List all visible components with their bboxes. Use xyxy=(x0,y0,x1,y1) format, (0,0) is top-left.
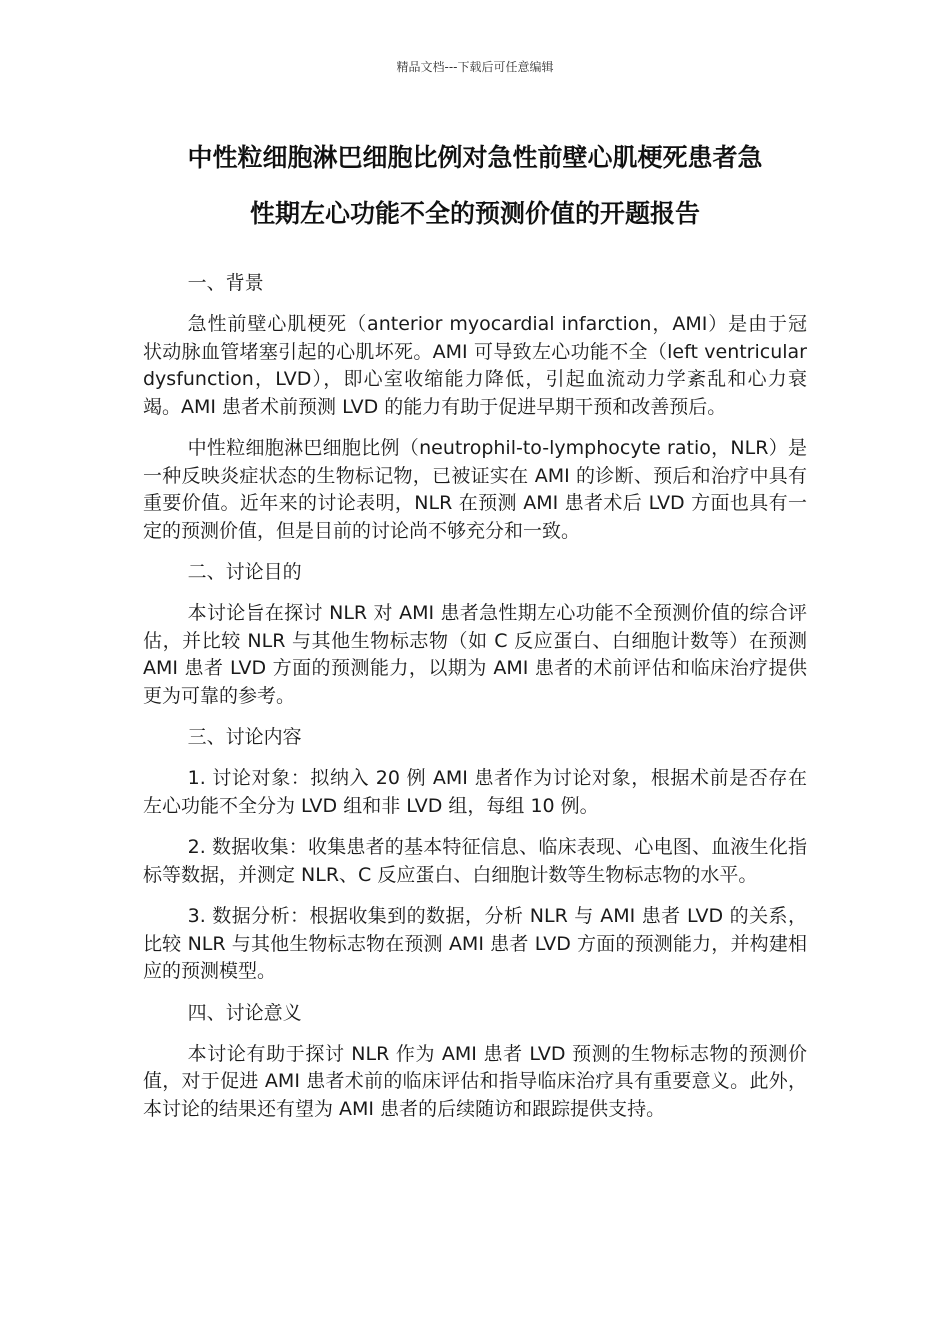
header-note: 精品文档---下载后可任意编辑 xyxy=(396,60,554,74)
background-paragraph-1: 急性前壁心肌梗死（anterior myocardial infarction，AMI）是由于冠状动脉血管堵塞引起的心肌坏死。AMI 可导致左心功能不全（left ventricular dysfunction，LVD），即心室收缩能力降低，引起血流动力学紊乱和心力衰竭。AMI 患者术前预测 LVD 的能力有助于促进早期干预和改善预后。 xyxy=(143,313,807,418)
objective-paragraph: 本讨论旨在探讨 NLR 对 AMI 患者急性期左心功能不全预测价值的综合评估，并比较 NLR 与其他生物标志物（如 C 反应蛋白、白细胞计数等）在预测 AMI 患者 LVD 方面的预测能力，以期为 AMI 患者的术前评估和临床治疗提供更为可靠的参考。 xyxy=(143,602,807,707)
significance-paragraph: 本讨论有助于探讨 NLR 作为 AMI 患者 LVD 预测的生物标志物的预测价值，对于促进 AMI 患者术前的临床评估和指导临床治疗具有重要意义。此外，本讨论的结果还有望为 AMI 患者的后续随访和跟踪提供支持。 xyxy=(143,1042,807,1120)
content-paragraph-subjects: 1. 讨论对象：拟纳入 20 例 AMI 患者作为讨论对象，根据术前是否存在左心功能不全分为 LVD 组和非 LVD 组，每组 10 例。 xyxy=(143,767,807,817)
content-paragraph-data-collection: 2. 数据收集：收集患者的基本特征信息、临床表现、心电图、血液生化指标等数据，并测定 NLR、C 反应蛋白、白细胞计数等生物标志物的水平。 xyxy=(143,836,807,886)
title-line-2: 性期左心功能不全的预测价值的开题报告 xyxy=(249,199,700,228)
document-body xyxy=(143,270,807,1137)
section-heading-objective: 二、讨论目的 xyxy=(187,561,302,583)
section-heading-significance: 四、讨论意义 xyxy=(187,1001,302,1024)
background-paragraph-2: 中性粒细胞淋巴细胞比例（neutrophil-to-lymphocyte ratio，NLR）是一种反映炎症状态的生物标记物，已被证实在 AMI 的诊断、预后和治疗中具有重要价值。近年来的讨论表明，NLR 在预测 AMI 患者术后 LVD 方面也具有一定的预测价值，但是目前的讨论尚不够充分和一致。 xyxy=(143,437,807,542)
document-title xyxy=(135,130,815,242)
section-heading-background: 一、背景 xyxy=(187,272,264,294)
section-heading-content: 三、讨论内容 xyxy=(187,726,302,748)
title-line-1: 中性粒细胞淋巴细胞比例对急性前壁心肌梗死患者急 xyxy=(187,143,763,172)
content-paragraph-data-analysis: 3. 数据分析：根据收集到的数据，分析 NLR 与 AMI 患者 LVD 的关系，比较 NLR 与其他生物标志物在预测 AMI 患者 LVD 方面的预测能力，并构建相应的预测模型。 xyxy=(143,905,807,982)
